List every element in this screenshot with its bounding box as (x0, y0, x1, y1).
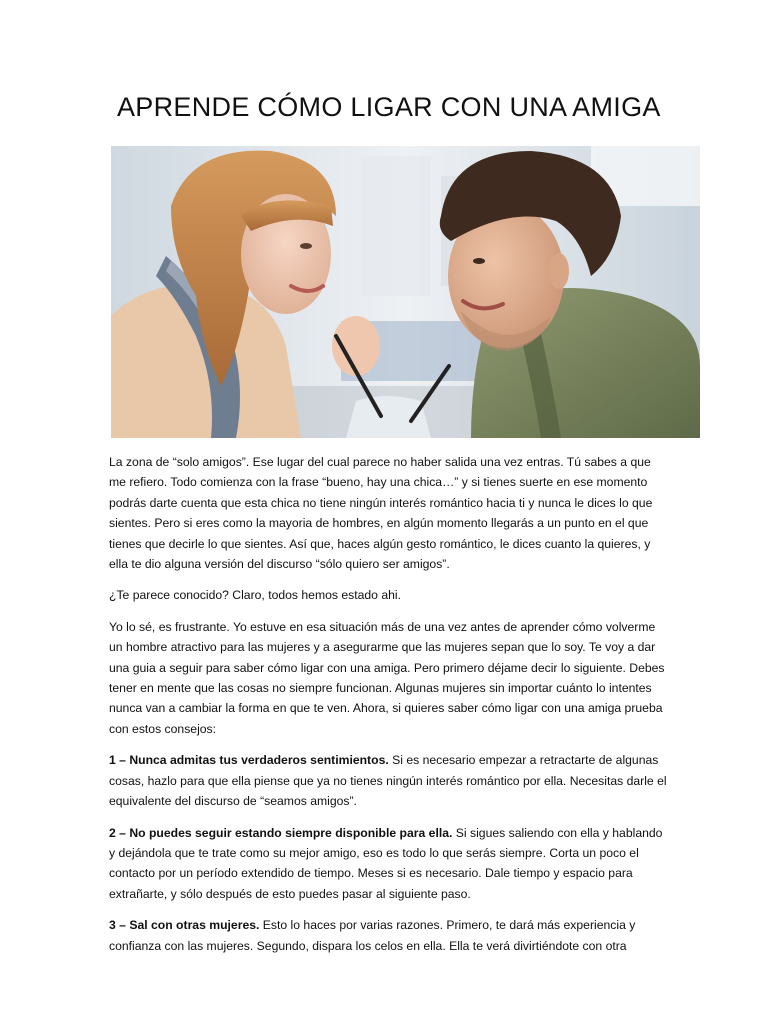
paragraph-3 (109, 617, 669, 739)
couple-photo (111, 146, 700, 438)
tip-1-heading: 1 – Nunca admitas tus verdaderos sentimientos. (109, 753, 389, 768)
article-body (109, 452, 669, 967)
paragraph-1-text: La zona de “solo amigos”. Ese lugar del cual parece no haber salida una vez entras. Tú sabes a que me refiero. Todo comienza con la frase “bueno, hay una chica…” y si tienes suerte en ese momento podrás darte cuenta que esta chica no tiene ningún interés romántico hacia ti y nunca le dices lo que sientes. Pero si eres como la mayoria de hombres, en algún momento llegarás a un punto en el que tienes que decirle lo que sientes. Así que, haces algún gesto romántico, le dices cuanto la quieres, y ella te dio alguna versión del discurso “sólo quiero ser amigos”. (109, 455, 653, 572)
tip-1-text: Si es necesario empezar a retractarte de algunas cosas, hazlo para que ella piense que ya no tienes ningún interés romántico por ella. Necesitas darle el equivalente del discurso de “seamos amigos”. (109, 753, 667, 809)
paragraph-3-text: Yo lo sé, es frustrante. Yo estuve en esa situación más de una vez antes de aprender cómo volverme un hombre atractivo para las mujeres y a asegurarme que las mujeres sepan que lo soy. Te voy a dar una guia a seguir para saber cómo ligar con una amiga. Pero primero déjame decir lo siguiente. Debes tener en mente que las cosas no siempre funcionan. Algunas mujeres sin importar cuánto lo intentes nunca van a cambiar la forma en que te ven. Ahora, si quieres saber cómo ligar con una amiga prueba con estos consejos: (109, 619, 665, 736)
paragraph-1 (109, 452, 669, 574)
tip-3 (109, 915, 669, 956)
tip-3-heading: 3 – Sal con otras mujeres. (109, 918, 260, 933)
page-title: APRENDE CÓMO LIGAR CON UNA AMIGA (117, 92, 661, 122)
paragraph-2 (109, 585, 669, 605)
tip-1 (109, 750, 669, 811)
paragraph-2-text: ¿Te parece conocido? Claro, todos hemos estado ahi. (109, 588, 401, 603)
tip-3-text: Esto lo haces por varias razones. Primero, te dará más experiencia y confianza con las mujeres. Segundo, dispara los celos en ella. Ella te verá divirtiéndote con otra (109, 918, 636, 953)
tip-2-heading: 2 – No puedes seguir estando siempre disponible para ella. (109, 825, 453, 840)
photo-couple-straws-icon (111, 146, 700, 438)
tip-2 (109, 823, 669, 905)
tip-2-text: Si sigues saliendo con ella y hablando y dejándola que te trate como su mejor amigo, eso es todo lo que serás siempre. Corta un poco el contacto por un período extendido de tiempo. Meses si es necesario. Dale tiempo y espacio para extrañarte, y sólo después de esto puedes pasar al siguiente paso. (109, 825, 663, 901)
